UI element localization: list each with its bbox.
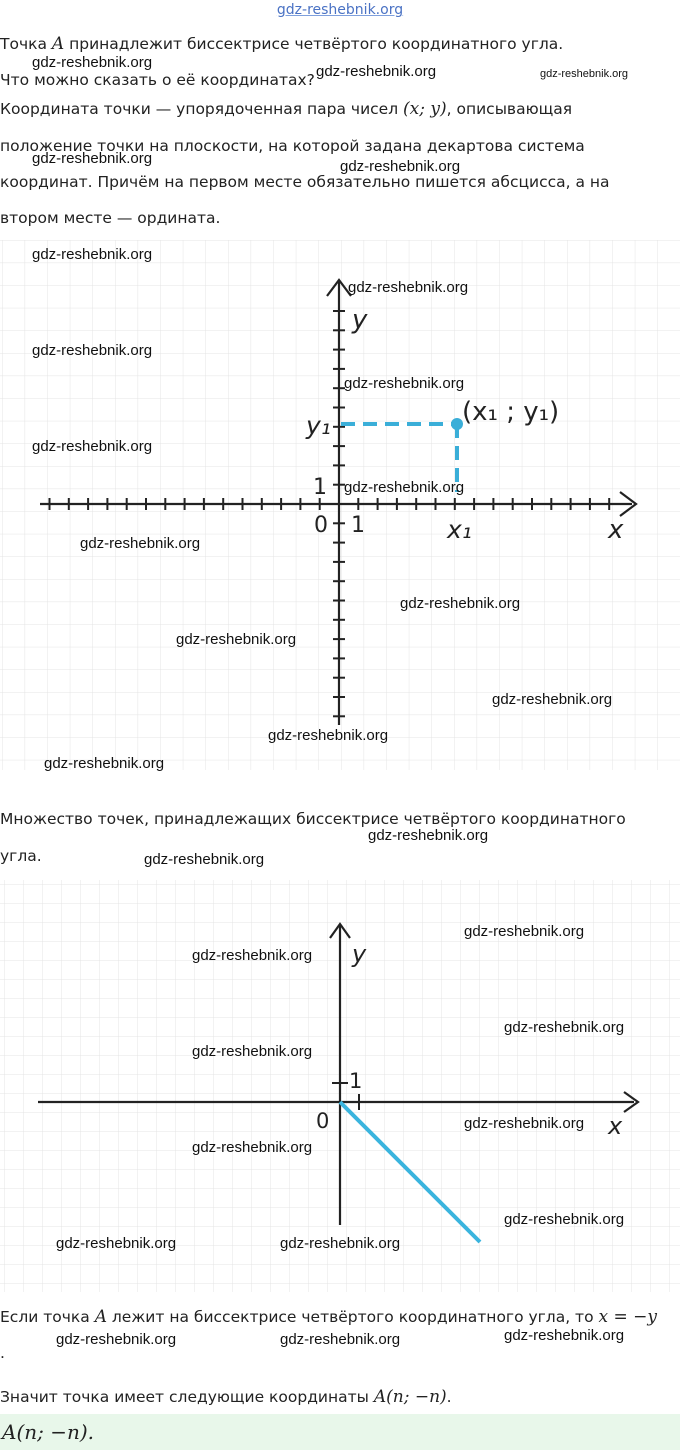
x-axis-label: x — [608, 1112, 623, 1140]
y-axis-label: y — [352, 305, 368, 335]
watermark: gdz-reshebnik.org — [56, 1331, 177, 1348]
question-line-2: Что можно сказать о её координатах? — [0, 71, 315, 89]
coordinates-line: Значит точка имеет следующие координаты A(n; −n). — [0, 1387, 452, 1407]
watermark: gdz-reshebnik.org — [32, 54, 153, 71]
x1-label: x₁ — [447, 515, 472, 544]
watermark: gdz-reshebnik.org — [504, 1019, 625, 1036]
x-axis-label: x — [608, 515, 624, 545]
watermark: gdz-reshebnik.org — [56, 1235, 177, 1252]
watermark: gdz-reshebnik.org — [32, 438, 153, 455]
watermark: gdz-reshebnik.org — [44, 755, 165, 772]
watermark: gdz-reshebnik.org — [316, 63, 437, 80]
y1-label: y₁ — [306, 411, 331, 440]
watermark: gdz-reshebnik.org — [344, 479, 465, 496]
watermark: gdz-reshebnik.org — [280, 1235, 401, 1252]
watermark: gdz-reshebnik.org — [368, 827, 489, 844]
watermark: gdz-reshebnik.org — [280, 1331, 401, 1348]
y-axis-label: y — [352, 940, 367, 968]
watermark: gdz-reshebnik.org — [464, 1115, 585, 1132]
definition-line-2: положение точки на плоскости, на которой задана декартова система — [0, 137, 585, 155]
watermark: gdz-reshebnik.org — [176, 631, 297, 648]
watermark: gdz-reshebnik.org — [80, 535, 201, 552]
answer-box — [0, 1414, 680, 1450]
watermark: gdz-reshebnik.org — [348, 279, 469, 296]
conclusion-line-1: Если точка A лежит на биссектрисе четвёртого координатного угла, то x = −y — [0, 1307, 657, 1327]
y-unit-label: 1 — [313, 475, 327, 500]
watermark: gdz-reshebnik.org — [340, 158, 461, 175]
watermark: gdz-reshebnik.org — [192, 1139, 313, 1156]
watermark: gdz-reshebnik.org — [540, 68, 629, 80]
answer-text: A(n; −n). — [2, 1420, 95, 1444]
watermark: gdz-reshebnik.org — [32, 342, 153, 359]
watermark: gdz-reshebnik.org — [32, 246, 153, 263]
point-label: (x₁ ; y₁) — [462, 397, 560, 427]
origin-label: 0 — [316, 1109, 330, 1133]
watermark: gdz-reshebnik.org — [32, 150, 153, 167]
unit-label: 1 — [349, 1069, 363, 1093]
set-line-1: Множество точек, принадлежащих биссектрисе четвёртого координатного — [0, 810, 626, 828]
definition-line-3: координат. Причём на первом месте обязательно пишется абсцисса, а на — [0, 173, 610, 191]
watermark: gdz-reshebnik.org — [504, 1211, 625, 1228]
watermark: gdz-reshebnik.org — [400, 595, 521, 612]
definition-line-1: Координата точки — упорядоченная пара чисел (x; y), описывающая — [0, 99, 573, 119]
site-link[interactable]: gdz-reshebnik.org — [276, 2, 404, 18]
watermark: gdz-reshebnik.org — [504, 1327, 625, 1344]
watermark: gdz-reshebnik.org — [192, 1043, 313, 1060]
x-unit-label: 1 — [351, 513, 365, 538]
definition-line-4: втором месте — ордината. — [0, 209, 221, 227]
watermark: gdz-reshebnik.org — [192, 947, 313, 964]
watermark: gdz-reshebnik.org — [344, 375, 465, 392]
conclusion-line-2: . — [0, 1344, 5, 1362]
watermark: gdz-reshebnik.org — [464, 923, 585, 940]
watermark: gdz-reshebnik.org — [144, 851, 265, 868]
question-line-1: Точка A принадлежит биссектрисе четвёртого координатного угла. — [0, 34, 564, 54]
watermark: gdz-reshebnik.org — [492, 691, 613, 708]
set-line-2: угла. — [0, 847, 42, 865]
watermark: gdz-reshebnik.org — [268, 727, 389, 744]
bisector-graph — [0, 880, 680, 1292]
origin-label: 0 — [314, 513, 328, 538]
